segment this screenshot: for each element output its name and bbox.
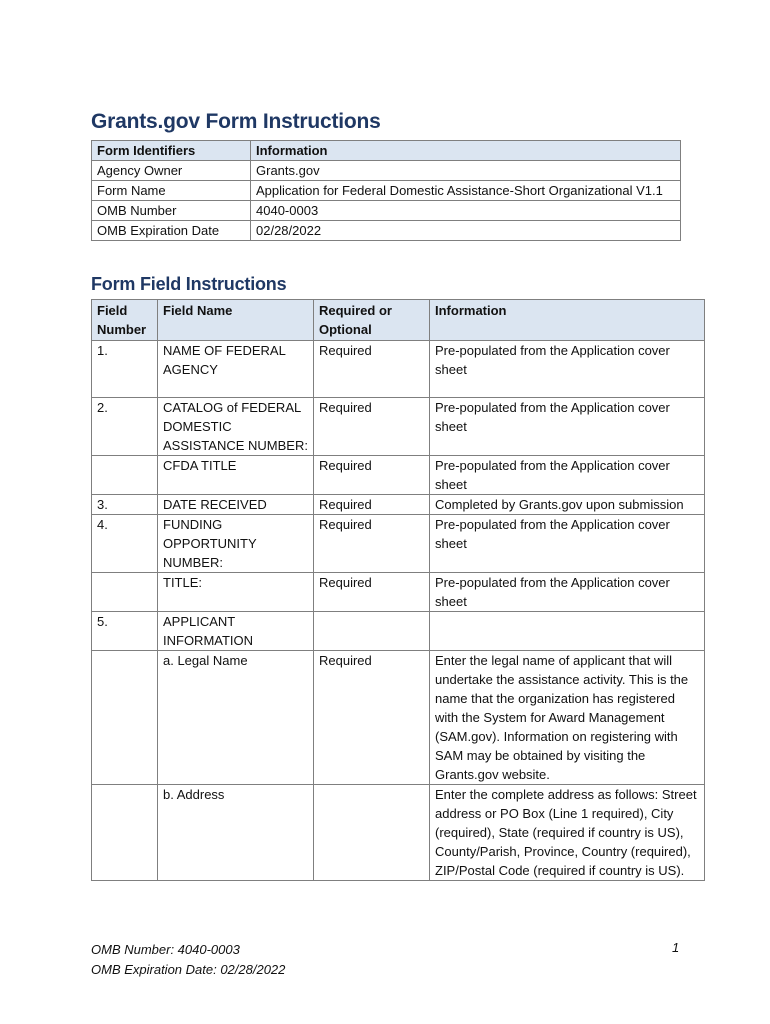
field-number: [92, 456, 158, 495]
identifier-value: Application for Federal Domestic Assistance-Short Organizational V1.1: [251, 181, 681, 201]
field-information: Completed by Grants.gov upon submission: [430, 495, 705, 515]
table-row: [92, 341, 705, 398]
section-title-form-field-instructions: Form Field Instructions: [91, 274, 287, 294]
field-name: FUNDING OPPORTUNITY NUMBER:: [158, 515, 314, 573]
table-row: [92, 515, 705, 573]
field-number: [92, 785, 158, 881]
table-row: [92, 785, 705, 881]
field-number: [92, 573, 158, 612]
table-row: [92, 181, 681, 201]
field-name: APPLICANT INFORMATION: [158, 612, 314, 651]
field-number: 1.: [92, 341, 158, 398]
field-requirement: Required: [314, 398, 430, 456]
field-name: CATALOG of FEDERAL DOMESTIC ASSISTANCE NUMBER:: [158, 398, 314, 456]
field-requirement: [314, 612, 430, 651]
field-information: Pre-populated from the Application cover sheet: [430, 456, 705, 495]
page-title: Grants.gov Form Instructions: [91, 110, 381, 133]
table-row: [92, 161, 681, 181]
field-number: 5.: [92, 612, 158, 651]
field-requirement: Required: [314, 341, 430, 398]
field-name: TITLE:: [158, 573, 314, 612]
header-field-number: Field Number: [92, 300, 158, 341]
header-required-or-optional: Required or Optional: [314, 300, 430, 341]
header-field-name: Field Name: [158, 300, 314, 341]
identifier-value: Grants.gov: [251, 161, 681, 181]
table-row: [92, 573, 705, 612]
form-field-instructions-table: [91, 299, 705, 881]
field-information: Pre-populated from the Application cover sheet: [430, 398, 705, 456]
identifier-value: 02/28/2022: [251, 221, 681, 241]
identifier-value: 4040-0003: [251, 201, 681, 221]
field-requirement: Required: [314, 515, 430, 573]
field-information: [430, 612, 705, 651]
identifier-label: Agency Owner: [92, 161, 251, 181]
field-name: b. Address: [158, 785, 314, 881]
table-header-row: [92, 300, 705, 341]
field-information: Pre-populated from the Application cover sheet: [430, 515, 705, 573]
table-header-row: [92, 141, 681, 161]
identifier-label: Form Name: [92, 181, 251, 201]
identifier-label: OMB Expiration Date: [92, 221, 251, 241]
field-information: Pre-populated from the Application cover sheet: [430, 573, 705, 612]
field-number: 3.: [92, 495, 158, 515]
field-number: [92, 651, 158, 785]
field-name: NAME OF FEDERAL AGENCY: [158, 341, 314, 398]
table-row: [92, 456, 705, 495]
page-number: 1: [672, 940, 680, 955]
field-name: a. Legal Name: [158, 651, 314, 785]
field-information: Enter the legal name of applicant that will undertake the assistance activity. This is the name that the organization has registered with the System for Award Management (SAM.gov). Information on registering with SAM may be obtained by visiting the Grants.gov website.: [430, 651, 705, 785]
header-form-identifiers: Form Identifiers: [92, 141, 251, 161]
table-row: [92, 221, 681, 241]
table-row: [92, 651, 705, 785]
field-requirement: Required: [314, 456, 430, 495]
field-number: 4.: [92, 515, 158, 573]
table-row: [92, 495, 705, 515]
field-requirement: [314, 785, 430, 881]
table-row: [92, 398, 705, 456]
field-information: Enter the complete address as follows: Street address or PO Box (Line 1 required), City (required), State (required if country is US), County/Parish, Province, Country (required), ZIP/Postal Code (required if country is US).: [430, 785, 705, 881]
table-row: [92, 201, 681, 221]
table-row: [92, 612, 705, 651]
field-requirement: Required: [314, 495, 430, 515]
field-name: CFDA TITLE: [158, 456, 314, 495]
form-identifiers-table: [91, 140, 681, 241]
footer-omb-info: [91, 940, 285, 980]
identifier-label: OMB Number: [92, 201, 251, 221]
field-information: Pre-populated from the Application cover sheet: [430, 341, 705, 398]
footer-omb-number: OMB Number: 4040-0003: [91, 942, 240, 957]
field-requirement: Required: [314, 573, 430, 612]
header-information: Information: [430, 300, 705, 341]
field-name: DATE RECEIVED: [158, 495, 314, 515]
header-information: Information: [251, 141, 681, 161]
footer-omb-expiration: OMB Expiration Date: 02/28/2022: [91, 962, 286, 977]
field-number: 2.: [92, 398, 158, 456]
field-requirement: Required: [314, 651, 430, 785]
